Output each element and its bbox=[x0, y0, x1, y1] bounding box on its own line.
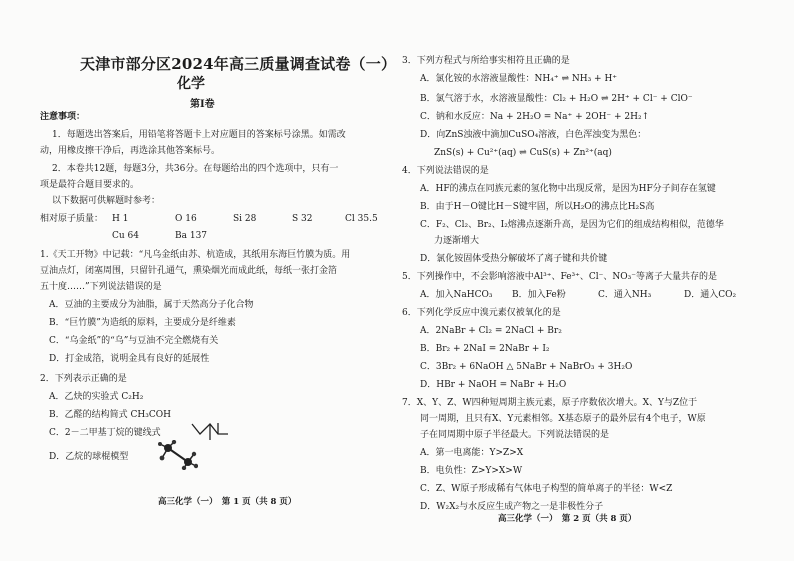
q3-option-d-equation: ZnS(s) + Cu²⁺(aq) ⇌ CuS(s) + Zn²⁺(aq) bbox=[434, 148, 612, 158]
skeletal-formula-icon bbox=[190, 420, 232, 442]
notice-2-line-1: 2．本卷共12题，每题3分，共36分。在每题给出的四个选项中，只有一 bbox=[52, 164, 339, 174]
q3-option-c: C．钠和水反应：Na + 2H₂O = Na⁺ + 2OH⁻ + 2H₂↑ bbox=[420, 112, 650, 122]
q7-option-d: D．W₂X₂与水反应生成产物之一是非极性分子 bbox=[420, 502, 604, 512]
notice-1-line-1: 1．每题选出答案后，用铅笔将答题卡上对应题目的答案标号涂黑。如需改 bbox=[52, 130, 346, 140]
left-page bbox=[40, 0, 397, 561]
q3-option-b: B．氯气溶于水，水溶液显酸性：Cl₂ + H₂O ⇌ 2H⁺ + Cl⁻ + ClO⁻ bbox=[420, 94, 693, 104]
q7-stem-line-2: 同一周期，且只有X、Y元素相邻。X基态原子的最外层有4个电子，W原 bbox=[420, 414, 706, 424]
q1-stem-line-2: 豆油点灯，闭塞周围，只留针孔通气，熏染烟光而成此纸，每纸一张打金箔 bbox=[40, 266, 338, 276]
q7-option-b: B．电负性：Z>Y>X>W bbox=[420, 466, 523, 476]
q7-stem-line-1: 7．X、Y、Z、W四种短周期主族元素，原子序数依次增大。X、Y与Z位于 bbox=[402, 398, 698, 408]
q2-option-d: D．乙烷的球棍模型 bbox=[49, 452, 129, 462]
atomic-mass-s: S 32 bbox=[292, 214, 313, 224]
exam-title: 天津市部分区2024年高三质量调查试卷（一） bbox=[80, 55, 397, 73]
q5-option-b: B．加入Fe粉 bbox=[512, 290, 566, 300]
q7-stem-line-3: 子在同周期中原子半径最大。下列说法错误的是 bbox=[420, 430, 610, 440]
q6-option-c: C．3Br₂ + 6NaOH △ 5NaBr + NaBrO₃ + 3H₂O bbox=[420, 362, 633, 372]
q2-option-b: B．乙醛的结构简式 CH₃COH bbox=[49, 410, 171, 420]
q3-stem: 3．下列方程式与所给事实相符且正确的是 bbox=[402, 56, 570, 66]
q2-option-c: C．2－二甲基丁烷的键线式 bbox=[49, 428, 161, 438]
notice-heading: 注意事项： bbox=[40, 112, 86, 122]
q1-stem-line-1: 1.《天工开物》中记载：“凡乌金纸由苏、杭造成，其纸用东海巨竹膜为质。用 bbox=[40, 250, 351, 260]
q6-stem: 6．下列化学反应中溴元素仅被氧化的是 bbox=[402, 308, 561, 318]
notice-2-line-2: 项是最符合题目要求的。 bbox=[40, 180, 140, 190]
q6-option-d: D．HBr + NaOH = NaBr + H₂O bbox=[420, 380, 567, 390]
q4-option-b: B．由于H－O键比H－S键牢固，所以H₂O的沸点比H₂S高 bbox=[420, 202, 655, 212]
q3-option-d: D．向ZnS浊液中滴加CuSO₄溶液，白色浑浊变为黑色： bbox=[420, 130, 647, 140]
right-page bbox=[402, 0, 768, 561]
q5-option-c: C．通入NH₃ bbox=[598, 290, 652, 300]
q4-option-a: A．HF的沸点在同族元素的氢化物中出现反常，是因为HF分子间存在氢键 bbox=[420, 184, 716, 194]
q5-option-d: D．通入CO₂ bbox=[684, 290, 737, 300]
q3-option-a: A．氯化铵的水溶液显酸性：NH₄⁺ ⇌ NH₃ + H⁺ bbox=[420, 74, 618, 84]
q1-stem-line-3: 五十度……”下列说法错误的是 bbox=[40, 282, 162, 292]
q5-option-a: A．加入NaHCO₃ bbox=[420, 290, 493, 300]
q2-option-a: A．乙炔的实验式 C₂H₂ bbox=[49, 392, 144, 402]
q6-option-a: A．2NaBr + Cl₂ = 2NaCl + Br₂ bbox=[420, 326, 562, 336]
q1-option-d: D．打金成箔，说明金具有良好的延展性 bbox=[49, 354, 210, 364]
q6-option-b: B．Br₂ + 2NaI = 2NaBr + I₂ bbox=[420, 344, 550, 354]
part-title: 第Ⅰ卷 bbox=[190, 99, 215, 110]
notice-1-line-2: 动，用橡皮擦干净后，再选涂其他答案标号。 bbox=[40, 146, 221, 156]
ball-and-stick-model-icon bbox=[158, 440, 198, 470]
q4-option-d: D．氯化铵固体受热分解破坏了离子键和共价键 bbox=[420, 254, 608, 264]
q7-option-a: A．第一电离能：Y>Z>X bbox=[420, 448, 524, 458]
subject-title: 化学 bbox=[177, 76, 205, 92]
q4-option-c: C．F₂、Cl₂、Br₂、I₂熔沸点逐渐升高，是因为它们的组成结构相似，范德华 bbox=[420, 220, 724, 230]
atomic-mass-cl: Cl 35.5 bbox=[345, 214, 378, 224]
atomic-mass-si: Si 28 bbox=[233, 214, 257, 224]
reference-intro: 以下数据可供解题时参考： bbox=[52, 196, 161, 206]
q4-stem: 4．下列说法错误的是 bbox=[402, 166, 489, 176]
atomic-mass-ba: Ba 137 bbox=[175, 231, 208, 241]
q1-option-b: B．“巨竹膜”为造纸的原料，主要成分是纤维素 bbox=[49, 318, 236, 328]
atomic-mass-o: O 16 bbox=[175, 214, 197, 224]
atomic-mass-label: 相对原子质量： bbox=[40, 214, 104, 224]
q2-stem: 2．下列表示正确的是 bbox=[40, 374, 127, 384]
page-2-footer: 高三化学（一） 第 2 页（共 8 页） bbox=[498, 514, 637, 524]
q4-option-c-cont: 力逐渐增大 bbox=[434, 236, 480, 246]
q5-stem: 5．下列操作中，不会影响溶液中Al³⁺、Fe³⁺、Cl⁻、NO₃⁻等离子大量共存的是 bbox=[402, 272, 718, 282]
q1-option-c: C．“乌金纸”的“乌”与豆油不完全燃烧有关 bbox=[49, 336, 219, 346]
atomic-mass-h: H 1 bbox=[112, 214, 129, 224]
q1-option-a: A．豆油的主要成分为油脂，属于天然高分子化合物 bbox=[49, 300, 254, 310]
page-1-footer: 高三化学（一） 第 1 页（共 8 页） bbox=[158, 497, 297, 507]
q7-option-c: C．Z、W原子形成稀有气体电子构型的简单离子的半径：W<Z bbox=[420, 484, 673, 494]
atomic-mass-cu: Cu 64 bbox=[112, 231, 139, 241]
